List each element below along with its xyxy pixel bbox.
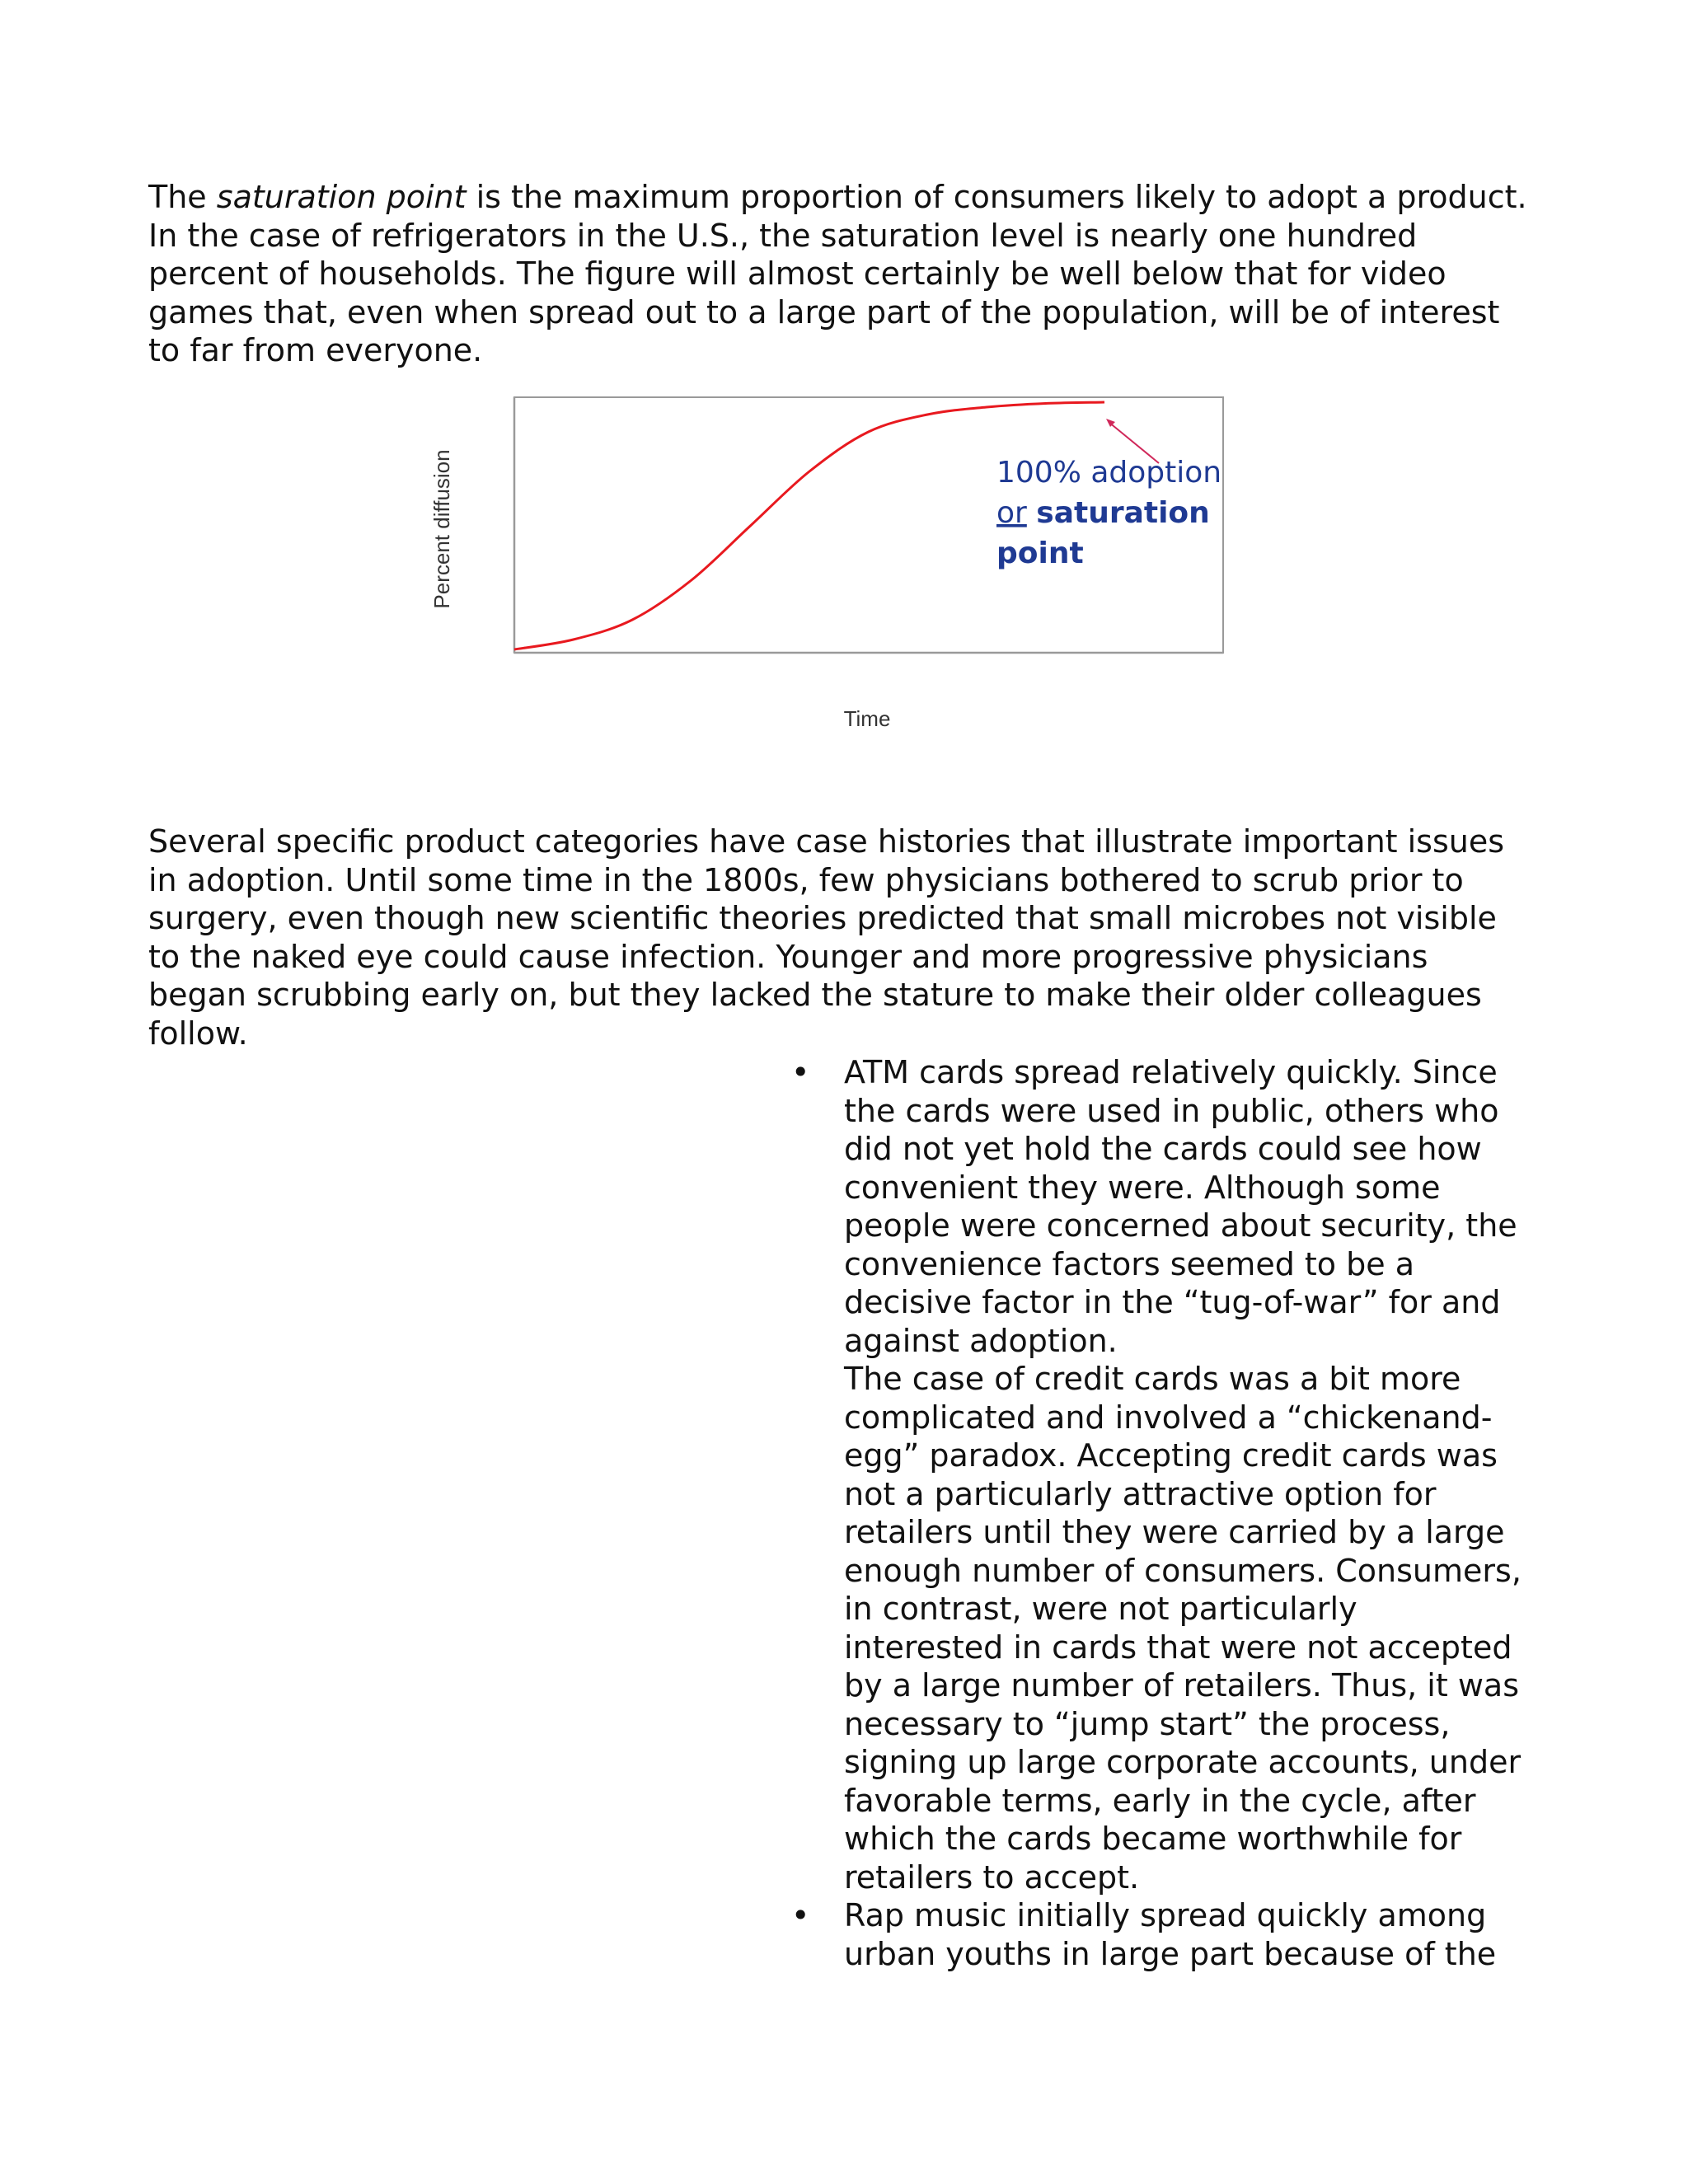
annotation-or: or <box>996 496 1027 530</box>
list-item <box>783 1053 1525 1896</box>
paragraph-case-histories: Several specific product categories have case histories that illustrate important issues in adoption. Until some time in the 1800s, few physicians bothered to scrub prior to surgery, even though new scientific theories predicted that small microbes not visible to the naked eye could cause infection. Younger and more progressive physicians began scrubbing early on, but they lacked the stature to make their older colleagues follow. <box>148 823 1505 1052</box>
y-axis-label: Percent diffusion <box>429 449 454 609</box>
diffusion-chart <box>412 387 1269 750</box>
x-axis-label: Time <box>843 706 891 731</box>
list-item <box>783 1896 1525 1973</box>
annotation-line1: 100% adoption <box>996 456 1222 490</box>
diffusion-figure <box>412 387 1269 750</box>
term-saturation-point: saturation point <box>216 179 467 215</box>
annotation-line2 <box>996 496 1210 530</box>
paragraph-saturation-before: The <box>148 179 217 215</box>
bullet-atm-text: ATM cards spread relatively quickly. Since the cards were used in public, others who did not yet hold the cards could see how convenient they were. Although some people were concerned about security, the convenience factors seemed to be a decisive factor in the “tug-of-war” for and against adoption. <box>844 1054 1517 1359</box>
bullet-rap-text: Rap music initially spread quickly among urban youths in large part because of the <box>844 1897 1497 1972</box>
annotation-line3: point <box>996 537 1084 570</box>
case-bullet-list <box>783 1053 1525 1973</box>
bullet-marker: • <box>791 1897 810 1933</box>
bullet-marker: • <box>791 1054 810 1090</box>
annotation-saturation: saturation <box>1036 496 1210 530</box>
paragraph-saturation-point <box>148 178 1533 370</box>
bullet-credit-text: The case of credit cards was a bit more complicated and involved a “chickenand-egg” paradox. Accepting credit cards was not a particularly attractive option for retailers until they were carried by a large enough number of consumers. Consumers, in contrast, were not particularly interested in cards that were not accepted by a large number of retailers. Thus, it was necessary to “jump start” the process, signing up large corporate accounts, under favorable terms, early in the cycle, after which the cards became worthwhile for retailers to accept. <box>844 1361 1522 1896</box>
paragraph-saturation-after: is the maximum proportion of consumers likely to adopt a product. In the case of refrigerators in the U.S., the saturation level is nearly one hundred percent of households. The figure will almost certainly be well below that for video games that, even when spread out to a large part of the population, will be of interest to far from everyone. <box>148 179 1527 368</box>
